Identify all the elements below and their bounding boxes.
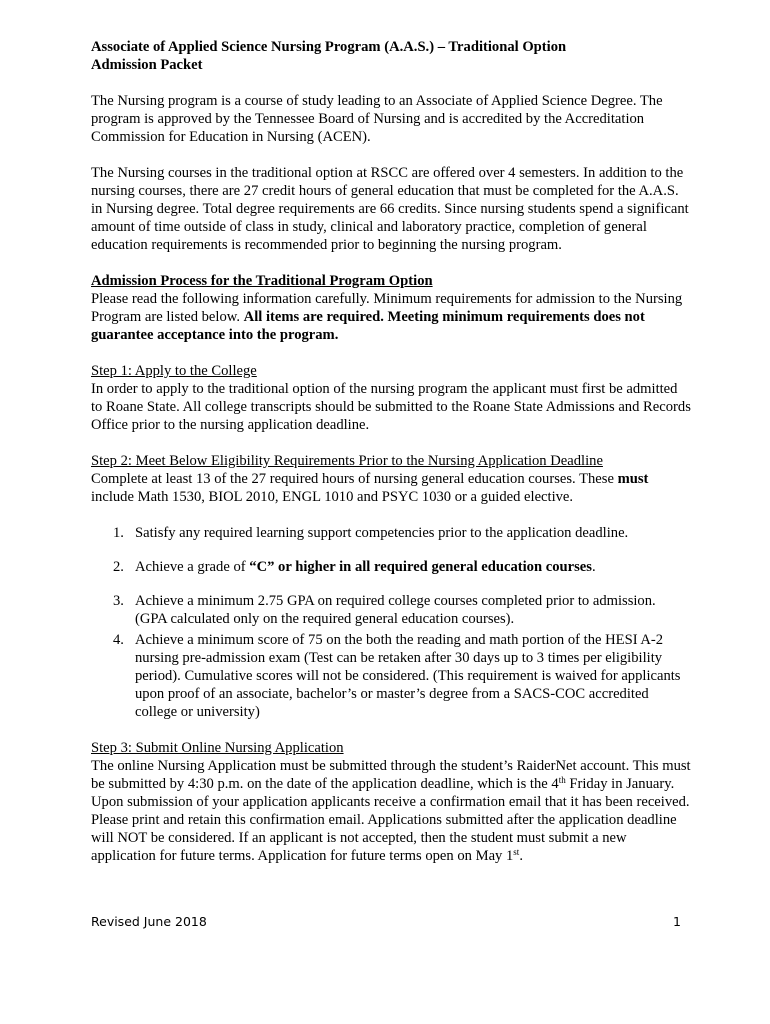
- title-line-2: Admission Packet: [91, 57, 203, 73]
- title-line-1: Associate of Applied Science Nursing Program (A.A.S.) – Traditional Option: [91, 39, 567, 55]
- admission-text: Please read the following information carefully. Minimum requirements for admission to the Nursing Program are listed below.: [91, 291, 683, 325]
- document-body: [91, 38, 691, 865]
- intro-paragraph-2: The Nursing courses in the traditional option at RSCC are offered over 4 semesters. In addition to the nursing courses, there are 27 credit hours of general education that must be completed for the A.A.S. in Nursing degree. Total degree requirements are 66 credits. Since nursing students spend a significant amount of time outside of class in study, clinical and laboratory practice, completion of general education requirements is recommended prior to beginning the nursing program.: [91, 165, 689, 253]
- step1-heading: Step 1: Apply to the College: [91, 363, 257, 379]
- step3-text: The online Nursing Application must be submitted through the student’s RaiderNet account. This must be submitted by 4:30 p.m. on the date of the application deadline, which is the 4th Friday in January. Upon submission of your application applicants receive a confirmation email that it has been received. Please print and retain this confirmation email. Applications submitted after the application deadline will NOT be considered. If an applicant is not accepted, then the student must submit a new application for future terms. Application for future terms open on May 1st.: [91, 758, 691, 864]
- page-footer: [91, 914, 681, 929]
- document-title: [91, 38, 691, 74]
- admission-paragraph: [91, 290, 691, 344]
- step2-heading: Step 2: Meet Below Eligibility Requirements Prior to the Nursing Application Deadline: [91, 453, 603, 469]
- list-item: 1. Satisfy any required learning support competencies prior to the application deadline.: [113, 525, 629, 541]
- eligibility-list: [91, 524, 691, 721]
- revised-date: Revised June 2018: [91, 914, 207, 929]
- intro-paragraph-1: The Nursing program is a course of study leading to an Associate of Applied Science Degree. The program is approved by the Tennessee Board of Nursing and is accredited by the Accreditation Commission for Education in Nursing (ACEN).: [91, 93, 663, 145]
- step3-heading: Step 3: Submit Online Nursing Application: [91, 740, 344, 756]
- page-number: 1: [673, 914, 681, 929]
- step1-text: In order to apply to the traditional option of the nursing program the applicant must first be admitted to Roane State. All college transcripts should be submitted to the Roane State Admissions and Records Office prior to the nursing application deadline.: [91, 381, 691, 433]
- list-item: 3. Achieve a minimum 2.75 GPA on required college courses completed prior to admission. (GPA calculated only on the required general education courses).: [113, 593, 656, 627]
- admission-heading: Admission Process for the Traditional Program Option: [91, 273, 433, 289]
- step2-text: Complete at least 13 of the 27 required hours of nursing general education courses. These must include Math 1530, BIOL 2010, ENGL 1010 and PSYC 1030 or a guided elective.: [91, 471, 649, 505]
- admission-bold-text: All items are required. Meeting minimum requirements does not guarantee acceptance into the program.: [91, 309, 645, 343]
- list-item: 4. Achieve a minimum score of 75 on the both the reading and math portion of the HESI A-2 nursing pre-admission exam (Test can be retaken after 30 days up to 3 times per eligibility period). Cumulative scores will not be considered. (This requirement is waived for applicants upon proof of an associate, bachelor’s or master’s degree from a SACS-COC accredited college or university): [113, 632, 681, 720]
- list-item: 2. Achieve a grade of “C” or higher in all required general education courses.: [113, 559, 596, 575]
